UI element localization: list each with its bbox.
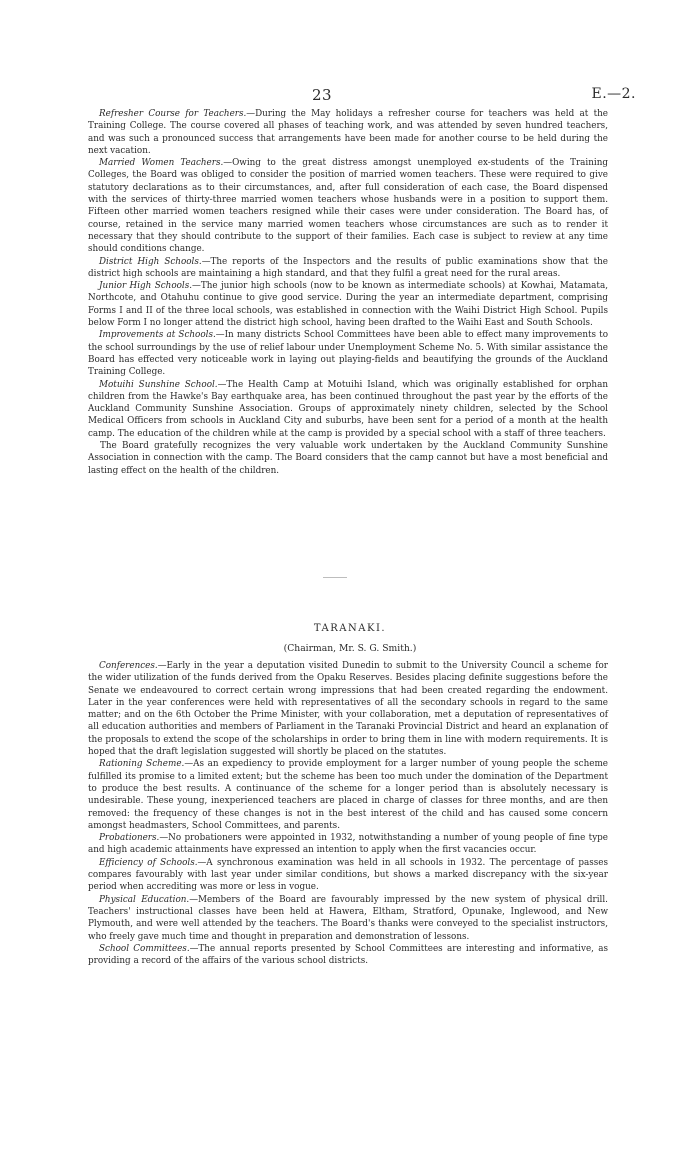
- text-refresher-course: —During the May holidays a refresher course for teachers was held at the Training College. The course covered all phases of teaching work, and was attended by seven hundred teachers, and was such a pronounced success that arrangements have been made for another course to be held during the next vacation.: [88, 109, 608, 156]
- text-probationers: —No probationers were appointed in 1932, notwithstanding a number of young people of fine type and high academic attainments have expressed an intention to apply when the first vacancies occur.: [88, 833, 608, 856]
- text-efficiency-of-schools: —A synchronous examination was held in all schools in 1932. The percentage of passes compares favourably with last year under similar conditions, but shows a marked discrepancy with the six-year period when accrediting was more or less in vogue.: [88, 857, 608, 893]
- lead-improvements-at-schools: Improvements at Schools.: [99, 330, 216, 341]
- paragraph-probationers: [88, 832, 608, 857]
- lead-district-high-schools: District High Schools.: [99, 256, 202, 267]
- section-heading-taranaki: TARANAKI.: [313, 623, 387, 634]
- lead-refresher-course: Refresher Course for Teachers.: [99, 109, 247, 119]
- text-physical-education: —Members of the Board are favourably impressed by the new system of physical drill. Teachers' instructional classes have been held at Hawera, Eltham, Stratford, Opunake, Inglewood, and New Plymouth, and were well attended by the teachers. The Board's thanks were conveyed to the specialist instructors, who freely gave much time and thought in preparation and demonstration of lessons.: [88, 894, 608, 942]
- text-rationing-scheme: —As an expediency to provide employment for a larger number of young people the scheme fulfilled its promise to a limited extent; but the scheme has been too much under the domination of the Department to produce the best results. A continuance of the scheme for a longer period than is absolutely necessary is undesirable. These young, inexperienced teachers are placed in charge of classes for three months, and are then removed: the frequency of these changes is not in the best interest of the child and has caused some concern amongst headmasters, School Committees, and parents.: [88, 759, 608, 831]
- lead-physical-education: Physical Education.: [99, 894, 190, 905]
- text-board-recognition: The Board gratefully recognizes the very valuable work undertaken by the Auckland Community Sunshine Association in connection with the camp. The Board considers that the camp cannot but have a most beneficial and lasting effect on the health of the children.: [88, 441, 608, 476]
- text-junior-high-schools: —The junior high schools (now to be known as intermediate schools) at Kowhai, Matamata, Northcote, and Otahuhu continue to give good service. During the year an intermediate department, comprising Forms I and II of the three local schools, was established in connection with the Waihi District High School. Pupils below Form I no longer attend the district high school, having been drafted to the Waihi East and South Schools.: [88, 281, 608, 329]
- lead-efficiency-of-schools: Efficiency of Schools.: [99, 857, 198, 868]
- text-married-women-teachers: —Owing to the great distress amongst unemployed ex-students of the Training Colleges, the Board was obliged to consider the position of married women teachers. These were required to give statutory declarations as to their circumstances, and, after full consideration of each case, the Board dispensed with the services of thirty-three married women teachers whose husbands were in a position to support them. Fifteen other married women teachers resigned while their cases were under consideration. The Board has, of course, retained in the service many married women teachers whose circumstances are such as to render it necessary that they should contribute to the support of their families. Each case is subject to review at any time should conditions change.: [88, 158, 608, 255]
- paragraph-district-high-schools: [88, 256, 608, 281]
- page-number: 23: [312, 86, 333, 104]
- lead-conferences: Conferences.: [99, 661, 158, 671]
- chairman-line: (Chairman, Mr. S. G. Smith.): [283, 643, 417, 654]
- paragraph-physical-education: [88, 894, 608, 943]
- lead-school-committees: School Committees.: [99, 943, 190, 954]
- paragraph-motuihi-sunshine-school: [88, 379, 608, 440]
- text-improvements-at-schools: —In many districts School Committees have been able to effect many improvements to the school surroundings by the use of relief labour under Unemployment Scheme No. 5. With similar assistance the Board has effected very noticeable work in laying out playing-fields and beautifying the grounds of the Auckland Training College.: [88, 330, 608, 378]
- text-conferences: —Early in the year a deputation visited Dunedin to submit to the University Council a scheme for the wider utilization of the funds derived from the Opaku Reserves. Besides placing definite suggestions before the Senate we endeavoured to correct certain wrong impressions that had been created regarding the endowment. Later in the year conferences were held with representatives of all the secondary schools in regard to the same matter; and on the 6th October the Prime Minister, with your collaboration, met a deputation of representatives of all education authorities and members of Parliament in the Taranaki Provincial District and heard an explanation of the proposals to extend the scope of the scholarships in order to bring them in line with modern requirements. It is hoped that the draft legislation suggested will shortly be placed on the statutes.: [88, 661, 608, 758]
- lead-motuihi-sunshine-school: Motuihi Sunshine School.: [99, 379, 218, 390]
- paragraph-efficiency-of-schools: [88, 857, 608, 894]
- paragraph-refresher-course: [88, 108, 608, 157]
- taranaki-section: [88, 660, 608, 967]
- paragraph-conferences: [88, 660, 608, 758]
- lead-probationers: Probationers.: [99, 833, 160, 844]
- text-motuihi-sunshine-school: —The Health Camp at Motuihi Island, which was originally established for orphan children from the Hawke's Bay earthquake area, has been continued throughout the past year by the efforts of the Auckland Community Sunshine Association. Groups of approximately ninety children, selected by the School Medical Officers from schools in Auckland City and suburbs, have been sent for a period of a month at the health camp. The education of the children while at the camp is provided by a special school with a staff of three teachers.: [88, 379, 609, 439]
- document-reference: E.—2.: [591, 86, 636, 102]
- paragraph-board-recognition: [88, 440, 608, 477]
- section-divider: [323, 577, 347, 578]
- paragraph-school-committees: [88, 943, 608, 968]
- lead-junior-high-schools: Junior High Schools.: [99, 281, 193, 292]
- paragraph-rationing-scheme: [88, 758, 608, 832]
- paragraph-improvements-at-schools: [88, 329, 608, 378]
- lead-rationing-scheme: Rationing Scheme.: [99, 759, 185, 770]
- lead-married-women-teachers: Married Women Teachers.: [99, 158, 224, 169]
- auckland-section: [88, 108, 608, 477]
- text-district-high-schools: —The reports of the Inspectors and the results of public examinations show that the district high schools are maintaining a high standard, and that they fulfil a great need for the rural areas.: [88, 256, 608, 279]
- paragraph-married-women-teachers: [88, 157, 608, 255]
- paragraph-junior-high-schools: [88, 280, 608, 329]
- text-school-committees: —The annual reports presented by School Committees are interesting and informative, as providing a record of the affairs of the various school districts.: [88, 943, 608, 967]
